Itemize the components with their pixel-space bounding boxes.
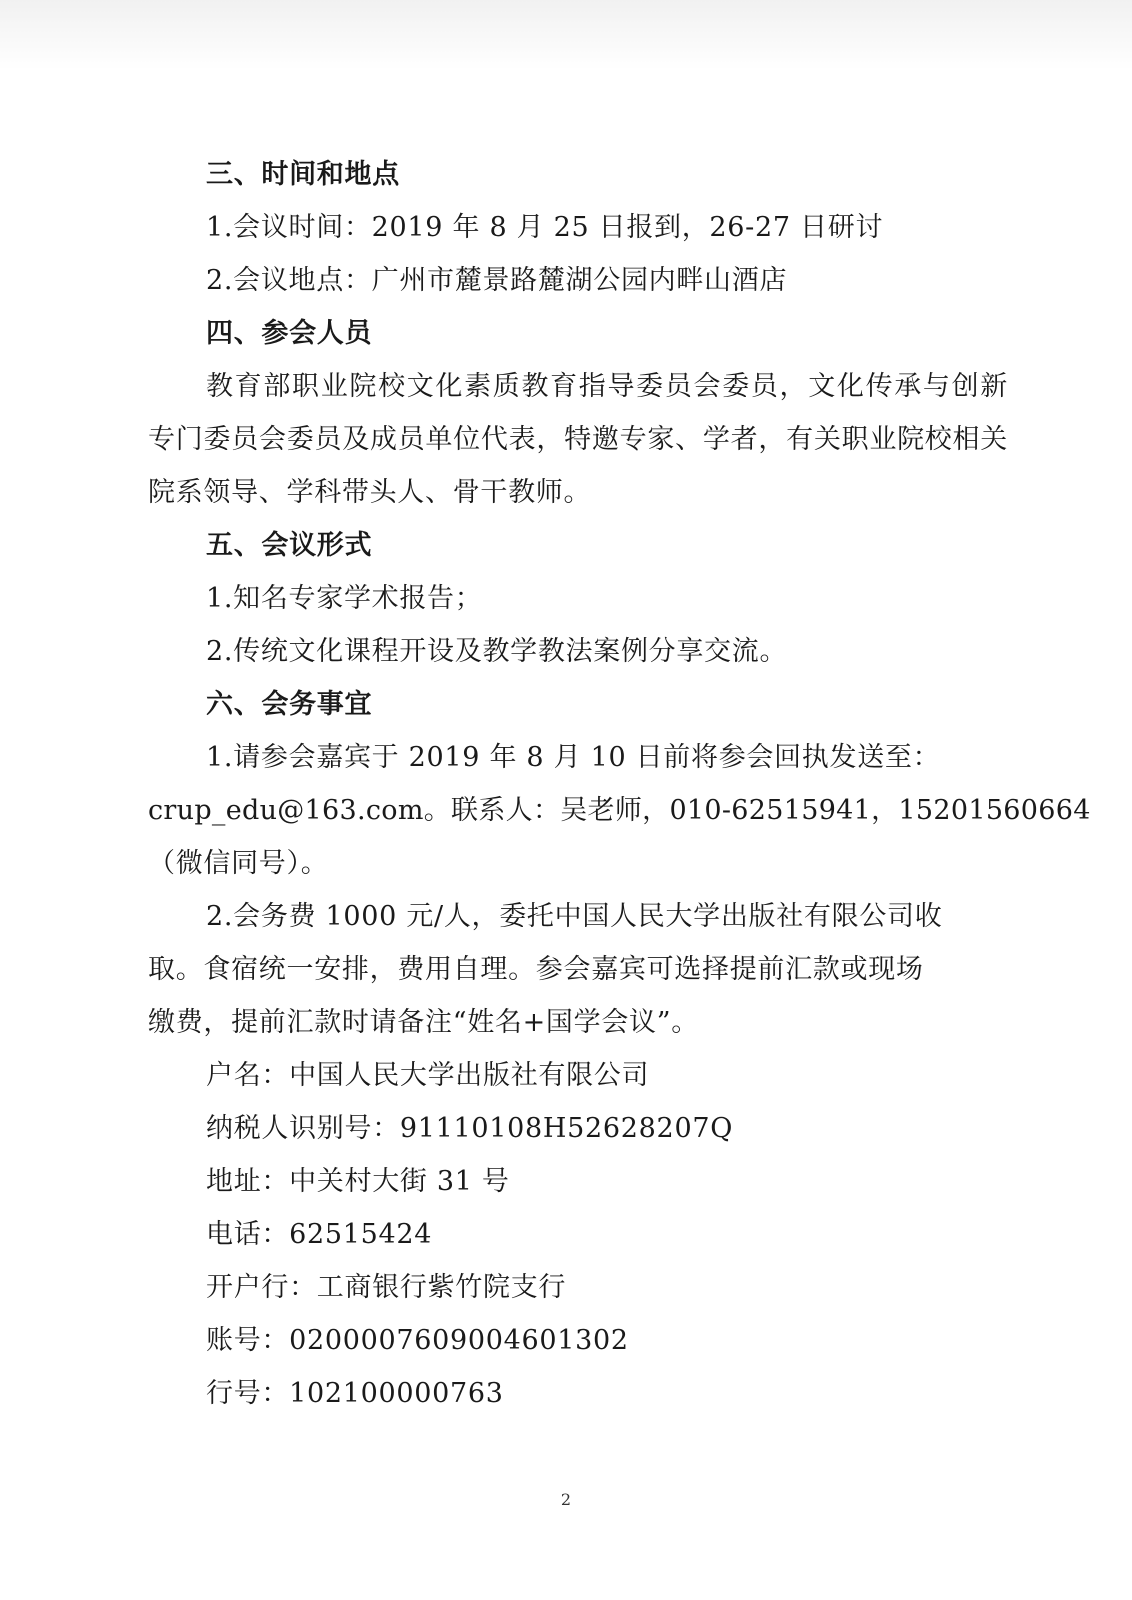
format-item-2: 2.传统文化课程开设及教学教法案例分享交流。 — [206, 636, 788, 667]
section-heading-affairs: 六、会务事宜 — [206, 689, 373, 720]
scan-shadow — [0, 0, 1132, 70]
section-heading-time-place: 三、时间和地点 — [206, 159, 400, 190]
format-item-1: 1.知名专家学术报告； — [206, 583, 483, 614]
account-number: 账号：0200007609004601302 — [206, 1325, 629, 1356]
meeting-place-line: 2.会议地点：广州市麓景路麓湖公园内畔山酒店 — [206, 265, 788, 296]
account-address: 地址：中关村大街 31 号 — [206, 1166, 510, 1197]
account-phone: 电话：62515424 — [206, 1219, 433, 1250]
account-name: 户名：中国人民大学出版社有限公司 — [206, 1060, 650, 1091]
tax-id: 纳税人识别号：91110108H52628207Q — [206, 1113, 734, 1144]
fee-line-3: 缴费，提前汇款时请备注“姓名+国学会议”。 — [148, 1007, 699, 1038]
document-body — [148, 148, 1091, 1420]
registration-contact-line: crup_edu@163.com。联系人：吴老师，010-62515941，15201560664 — [148, 795, 1091, 826]
section-heading-participants: 四、参会人员 — [206, 318, 373, 349]
opening-bank: 开户行：工商银行紫竹院支行 — [206, 1272, 567, 1303]
fee-line-2: 取。食宿统一安排，费用自理。参会嘉宾可选择提前汇款或现场 — [148, 954, 924, 985]
page-number: 2 — [560, 1490, 572, 1509]
registration-line-3: （微信同号）。 — [148, 848, 329, 879]
section-heading-format: 五、会议形式 — [206, 530, 373, 561]
fee-line-1: 2.会务费 1000 元/人，委托中国人民大学出版社有限公司收 — [206, 901, 943, 932]
bank-number: 行号：102100000763 — [206, 1378, 504, 1409]
participants-paragraph: 教育部职业院校文化素质教育指导委员会委员，文化传承与创新专门委员会委员及成员单位代表，特邀专家、学者，有关职业院校相关院系领导、学科带头人、骨干教师。 — [148, 371, 1008, 508]
registration-line-1: 1.请参会嘉宾于 2019 年 8 月 10 日前将参会回执发送至： — [206, 742, 941, 773]
meeting-time-line: 1.会议时间：2019 年 8 月 25 日报到，26-27 日研讨 — [206, 212, 884, 243]
